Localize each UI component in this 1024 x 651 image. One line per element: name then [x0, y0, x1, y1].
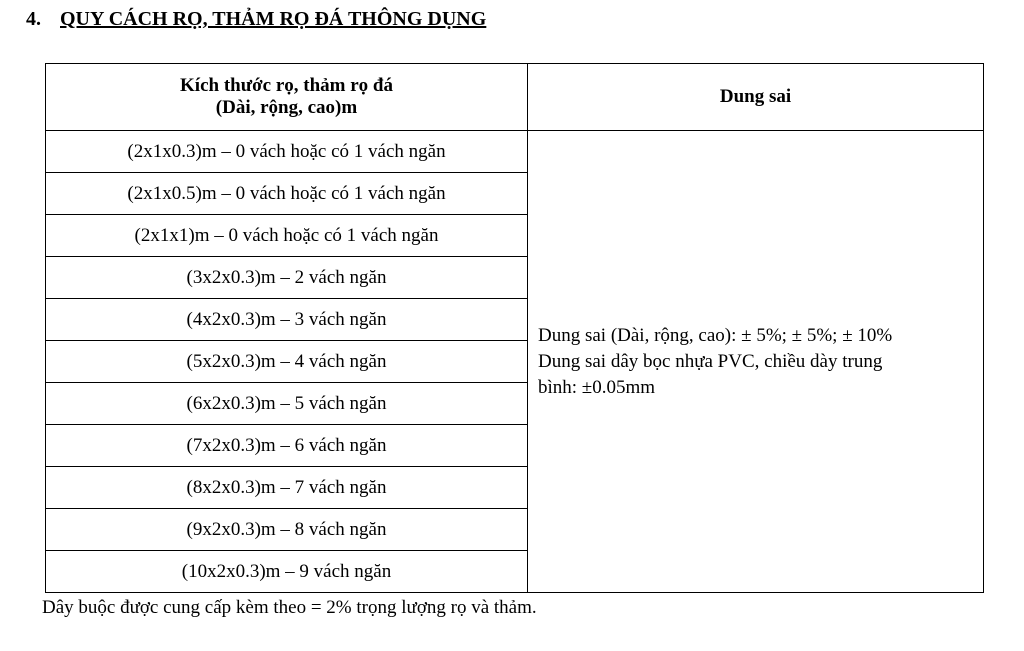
size-cell: (8x2x0.3)m – 7 vách ngăn — [46, 467, 528, 509]
size-cell: (2x1x1)m – 0 vách hoặc có 1 vách ngăn — [46, 215, 528, 257]
section-title: QUY CÁCH RỌ, THẢM RỌ ĐÁ THÔNG DỤNG — [60, 8, 487, 30]
spec-table — [45, 63, 984, 593]
size-cell: (4x2x0.3)m – 3 vách ngăn — [46, 299, 528, 341]
section-heading — [26, 8, 486, 31]
size-cell: (2x1x0.3)m – 0 vách hoặc có 1 vách ngăn — [46, 131, 528, 173]
section-number: 4. — [26, 8, 41, 30]
footnote: Dây buộc được cung cấp kèm theo = 2% trọng lượng rọ và thảm. — [42, 597, 537, 618]
size-cell: (10x2x0.3)m – 9 vách ngăn — [46, 551, 528, 593]
size-cell: (7x2x0.3)m – 6 vách ngăn — [46, 425, 528, 467]
size-cell: (6x2x0.3)m – 5 vách ngăn — [46, 383, 528, 425]
size-cell: (9x2x0.3)m – 8 vách ngăn — [46, 509, 528, 551]
tolerance-cell — [528, 131, 984, 593]
tolerance-line: Dung sai dây bọc nhựa PVC, chiều dày trung — [538, 350, 883, 372]
size-cell: (3x2x0.3)m – 2 vách ngăn — [46, 257, 528, 299]
tolerance-line: Dung sai (Dài, rộng, cao): ± 5%; ± 5%; ± 10% — [538, 324, 893, 346]
header-size-line1: Kích thước rọ, thảm rọ đá — [180, 75, 393, 96]
table-row — [46, 131, 984, 173]
header-size-line2: (Dài, rộng, cao)m — [215, 97, 358, 118]
size-cell: (5x2x0.3)m – 4 vách ngăn — [46, 341, 528, 383]
header-tolerance: Dung sai — [528, 64, 984, 131]
size-cell: (2x1x0.5)m – 0 vách hoặc có 1 vách ngăn — [46, 173, 528, 215]
header-size — [46, 64, 528, 131]
table-header-row — [46, 64, 984, 131]
tolerance-line: bình: ±0.05mm — [538, 376, 656, 398]
